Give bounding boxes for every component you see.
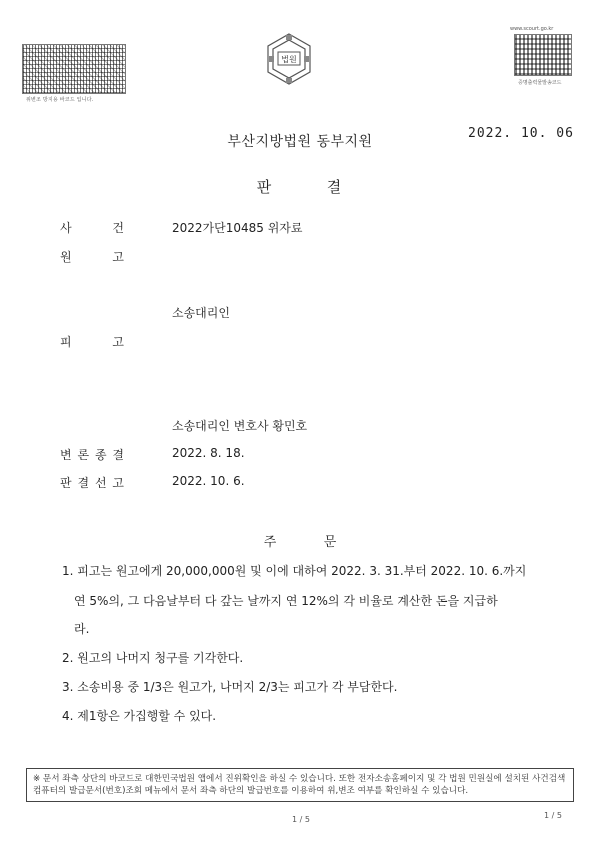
document-title [200, 176, 400, 197]
court-emblem-icon [262, 32, 316, 86]
page-number-right: 1 / 5 [544, 811, 562, 820]
plaintiff-label: 원 고 [60, 250, 124, 264]
closing-date: 2022. 8. 18. [172, 446, 245, 460]
ruling-label: 판 결 선 고 [60, 476, 124, 490]
closing-label: 변 론 종 결 [60, 448, 124, 462]
order-item-1: 1. 피고는 원고에게 20,000,000원 및 이에 대하여 2022. 3. 31.부터 2022. 10. 6.까지 [62, 564, 527, 578]
date-stamp: 2022. 10. 06 [468, 126, 574, 141]
order-item-1-cont: 라. [74, 622, 90, 636]
defendant-label: 피 고 [60, 335, 124, 349]
order-title-char: 문 [323, 535, 337, 550]
verification-barcode [22, 44, 126, 94]
case-value: 2022가단10485 위자료 [172, 221, 303, 235]
verification-notice: ※ 문서 좌측 상단의 바코드로 대한민국법원 앱에서 진위확인을 하실 수 있습니다. 또한 전자소송홈페이지 및 각 법원 민원실에 설치된 사건검색 컴퓨터의 발급문서(번호)조회 메뉴에서 문서 좌측 하단의 발급번호를 이용하여 위,변조 여부를 확인하실 수 있습니다. [26, 768, 574, 802]
plaintiff-agent: 소송대리인 [172, 306, 230, 320]
order-title [200, 531, 400, 550]
title-char: 결 [326, 178, 344, 196]
order-item-3: 3. 소송비용 중 1/3은 원고가, 나머지 2/3는 피고가 각 부담한다. [62, 680, 398, 694]
title-char: 판 [256, 178, 274, 196]
ruling-date: 2022. 10. 6. [172, 474, 245, 488]
order-item-1-cont: 연 5%의, 그 다음날부터 다 갚는 날까지 연 12%의 각 비율로 계산한 돈을 지급하 [74, 594, 498, 608]
case-label: 사 건 [60, 221, 124, 235]
order-title-char: 주 [263, 535, 277, 550]
issuance-qr-code [514, 34, 572, 76]
emblem-text: 법원 [281, 55, 297, 64]
defendant-agent: 소송대리인 변호사 황민호 [172, 419, 308, 433]
court-name: 부산지방법원 동부지원 [227, 134, 373, 150]
order-item-4: 4. 제1항은 가집행할 수 있다. [62, 709, 217, 723]
qr-url: www.scourt.go.kr [510, 26, 554, 32]
order-item-2: 2. 원고의 나머지 청구를 기각한다. [62, 651, 244, 665]
barcode-caption: 위변조 방지용 바코드 입니다. [26, 97, 94, 103]
page-number: 1 / 5 [292, 815, 310, 824]
qr-caption: 증명출력물발송코드 [518, 80, 562, 86]
